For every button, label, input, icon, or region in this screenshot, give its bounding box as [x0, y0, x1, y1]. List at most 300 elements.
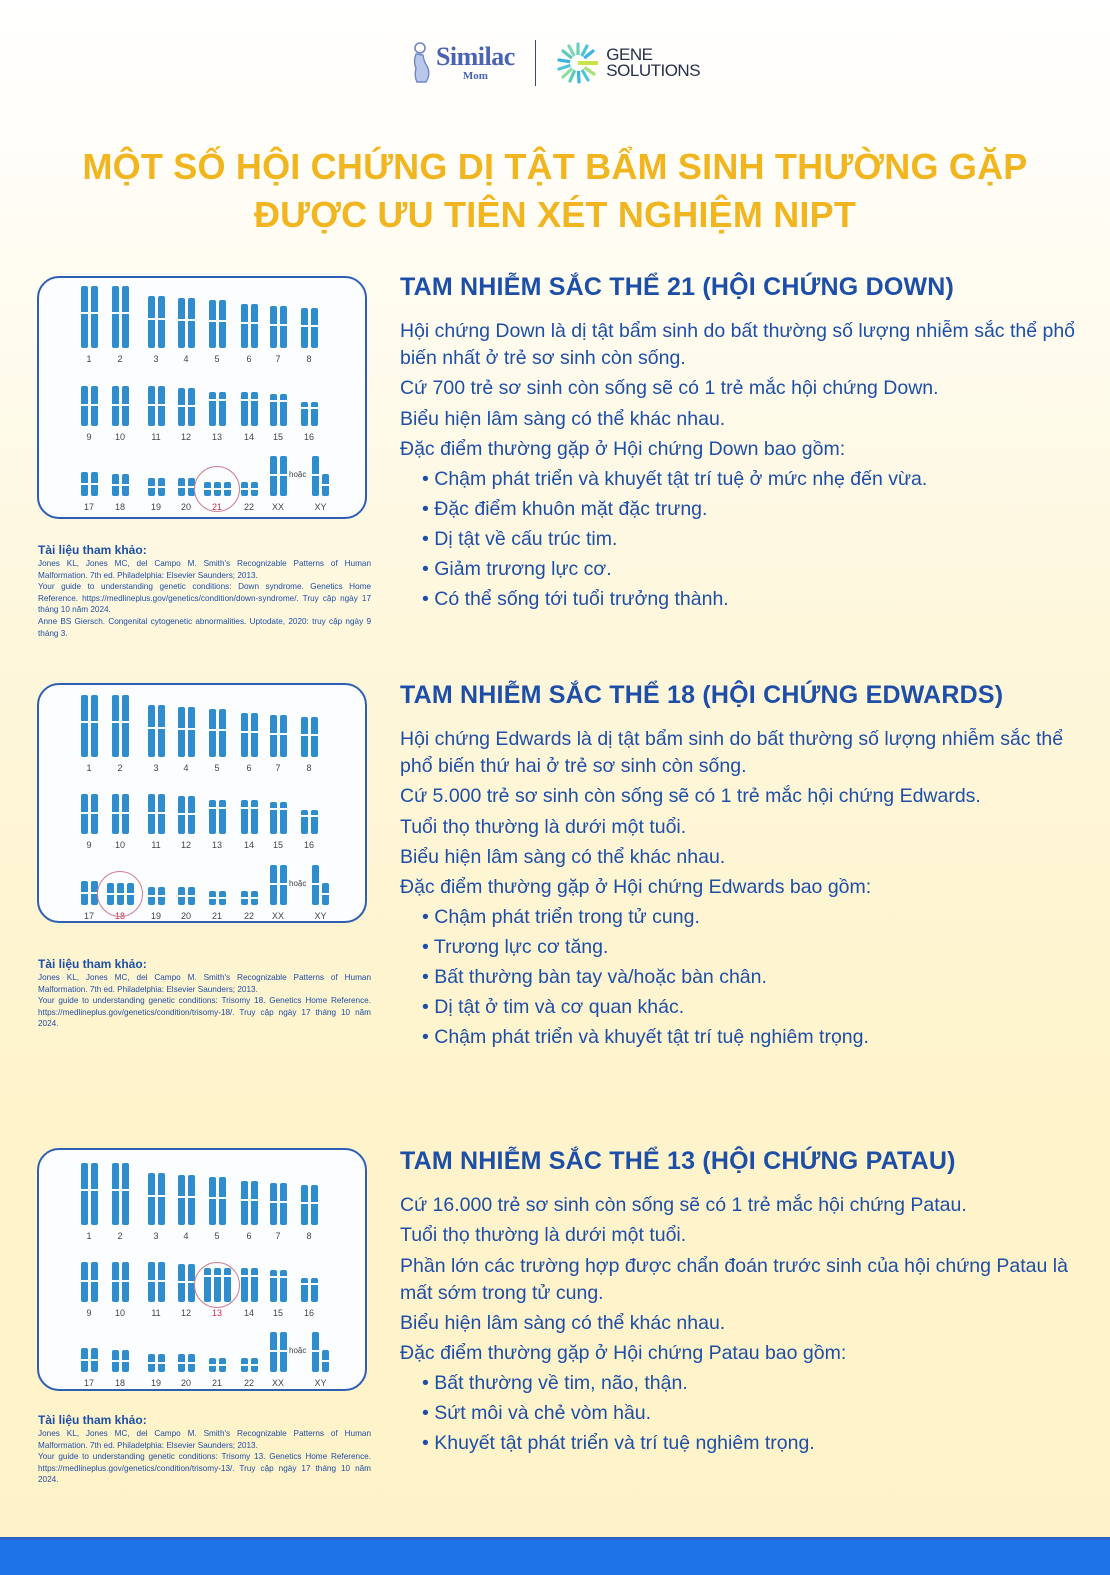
karyotype-diagram-trisomy-18 [37, 683, 367, 923]
highlight-circle [194, 1262, 240, 1308]
page-title-line1: MỘT SỐ HỘI CHỨNG DỊ TẬT BẨM SINH THƯỜNG GẶP [82, 146, 1028, 187]
chromosome-shape [251, 800, 258, 834]
section-paragraph: Biểu hiện lâm sàng có thể khác nhau. [400, 845, 726, 868]
chromosome-label: 6 [246, 763, 252, 773]
gene-solutions-burst-icon [556, 41, 600, 85]
chromosome-shape [81, 695, 88, 757]
chromosome-label: 18 [114, 1378, 125, 1388]
chromosome-4 [178, 1175, 195, 1241]
chromosome-3 [148, 296, 165, 364]
chromosome-shape [312, 865, 319, 905]
chromosome-22 [241, 1358, 258, 1388]
chromosome-shape [158, 705, 165, 757]
chromosome-shape [270, 715, 277, 757]
chromosome-shape [122, 286, 129, 348]
chromosome-17 [81, 472, 98, 512]
chromosome-13 [209, 800, 226, 850]
chromosome-shape [280, 1332, 287, 1372]
section-paragraph: Biểu hiện lâm sàng có thể khác nhau. [400, 1311, 726, 1334]
chromosome-label: 11 [151, 840, 161, 850]
chromosome-19 [148, 1354, 165, 1388]
chromosome-label: 2 [117, 354, 123, 364]
chromosome-label: 1 [86, 354, 92, 364]
chromosome-4 [178, 298, 195, 364]
chromosome-8 [301, 1185, 318, 1241]
feature-item: • Khuyết tật phát triển và trí tuệ nghiêm trọng. [422, 1430, 1090, 1457]
chromosome-label: 20 [180, 1378, 191, 1388]
chromosome-shape [209, 300, 216, 348]
chromosome-shape [81, 1262, 88, 1302]
section-title: TAM NHIỄM SẮC THỂ 18 (HỘI CHỨNG EDWARDS) [400, 681, 1004, 709]
chromosome-21 [209, 1358, 226, 1388]
chromosome-label: XY [314, 502, 327, 512]
chromosome-label: 19 [150, 502, 161, 512]
chromosome-shape [251, 1358, 258, 1372]
chromosome-label: 21 [211, 502, 222, 512]
feature-list [400, 904, 1090, 1051]
chromosome-shape [91, 794, 98, 834]
chromosome-shape [280, 456, 287, 496]
chromosome-XY [312, 456, 329, 512]
chromosome-shape [178, 1175, 185, 1225]
chromosome-shape [91, 286, 98, 348]
chromosome-14 [241, 1268, 258, 1318]
feature-item: • Bất thường về tim, não, thận. [422, 1370, 1090, 1397]
reference-item: Jones KL, Jones MC, del Campo M. Smith's Recognizable Patterns of Human Malformation. 7th ed. Philadelphia: Elsevier Saunders; 2013. [38, 1429, 371, 1450]
chromosome-shape [311, 1185, 318, 1225]
chromosome-shape [188, 388, 195, 426]
chromosome-shape [178, 478, 185, 496]
chromosome-16 [301, 1278, 318, 1318]
chromosome-label: 1 [86, 763, 92, 773]
chromosome-label: 20 [180, 502, 191, 512]
chromosome-shape [112, 1350, 119, 1372]
chromosome-16 [301, 402, 318, 442]
chromosome-label: XY [314, 911, 327, 921]
section-paragraph: Đặc điểm thường gặp ở Hội chứng Down bao gồm: [400, 437, 846, 460]
feature-item: • Dị tật về cấu trúc tim. [422, 526, 1090, 553]
chromosome-label: 3 [153, 354, 159, 364]
chromosome-shape [188, 887, 195, 905]
chromosome-shape [280, 306, 287, 348]
feature-list [400, 466, 1090, 613]
chromosome-shape [251, 482, 258, 496]
chromosome-shape [322, 883, 329, 905]
chromosome-shape [188, 1354, 195, 1372]
chromosome-label: XY [314, 1378, 327, 1388]
chromosome-XX [270, 1332, 287, 1388]
feature-item: • Đặc điểm khuôn mặt đặc trưng. [422, 496, 1090, 523]
chromosome-10 [112, 794, 129, 850]
chromosome-11 [148, 794, 165, 850]
chromosome-shape [209, 800, 216, 834]
chromosome-shape [91, 1163, 98, 1225]
similac-sub: Mom [462, 70, 488, 82]
chromosome-shape [122, 695, 129, 757]
chromosome-shape [219, 1177, 226, 1225]
section-paragraph: Đặc điểm thường gặp ở Hội chứng Patau bao gồm: [400, 1342, 847, 1365]
chromosome-label: 13 [211, 1308, 222, 1318]
feature-item: • Có thể sống tới tuổi trưởng thành. [422, 586, 1090, 613]
reference-item: Your guide to understanding genetic conditions: Trisomy 18. Genetics Home Reference. https://medlineplus.gov/genetics/condition/trisomy-18/. Truy cập ngày 17 tháng 10 năm 2024. [38, 996, 371, 1029]
chromosome-17 [81, 881, 98, 921]
references-down [38, 543, 371, 639]
chromosome-shape [280, 394, 287, 426]
section-paragraph: Tuổi thọ thường là dưới một tuổi. [400, 1224, 687, 1247]
chromosome-5 [209, 300, 226, 364]
chromosome-13 [209, 392, 226, 442]
chromosome-10 [112, 1262, 129, 1318]
or-label: hoặc [289, 470, 307, 479]
chromosome-shape [209, 1177, 216, 1225]
reference-item: Your guide to understanding genetic conditions: Trisomy 13. Genetics Home Reference. https://medlineplus.gov/genetics/condition/trisomy-13/. Truy cập ngày 17 tháng 10 năm 2024. [38, 1452, 371, 1485]
chromosome-label: 15 [272, 432, 283, 442]
chromosome-shape [311, 308, 318, 348]
chromosome-XX [270, 456, 287, 512]
chromosome-shape [148, 794, 155, 834]
chromosome-label: 4 [183, 354, 189, 364]
chromosome-1 [81, 695, 98, 773]
chromosome-shape [148, 887, 155, 905]
gene-solutions-logo [556, 41, 700, 85]
chromosome-shape [81, 881, 88, 905]
chromosome-shape [81, 1348, 88, 1372]
section-paragraph: Cứ 5.000 trẻ sơ sinh còn sống sẽ có 1 trẻ mắc hội chứng Edwards. [400, 785, 981, 808]
chromosome-label: 7 [275, 354, 281, 364]
chromosome-shape [219, 1358, 226, 1372]
chromosome-label: 12 [180, 432, 191, 442]
chromosome-5 [209, 1177, 226, 1241]
chromosome-label: 2 [117, 763, 123, 773]
chromosome-shape [251, 713, 258, 757]
chromosome-label: 14 [243, 840, 254, 850]
chromosome-shape [188, 796, 195, 834]
chromosome-label: XX [271, 1378, 284, 1388]
similac-mom-logo [410, 42, 515, 84]
reference-item: Jones KL, Jones MC, del Campo M. Smith's Recognizable Patterns of Human Malformation. 7th ed. Philadelphia: Elsevier Saunders; 2013. [38, 559, 371, 580]
chromosome-shape [148, 705, 155, 757]
chromosome-18 [112, 1350, 129, 1388]
chromosome-6 [241, 1181, 258, 1241]
chromosome-shape [81, 472, 88, 496]
reference-item: Jones KL, Jones MC, del Campo M. Smith's Recognizable Patterns of Human Malformation. 7th ed. Philadelphia: Elsevier Saunders; 2013. [38, 973, 371, 994]
chromosome-label: 5 [214, 1231, 220, 1241]
chromosome-shape [301, 402, 308, 426]
section-paragraph: Đặc điểm thường gặp ở Hội chứng Edwards bao gồm: [400, 876, 872, 899]
chromosome-shape [158, 296, 165, 348]
chromosome-7 [270, 1183, 287, 1241]
chromosome-shape [251, 304, 258, 348]
or-label: hoặc [289, 879, 307, 888]
chromosome-label: 9 [86, 840, 92, 850]
section-paragraph: Tuổi thọ thường là dưới một tuổi. [400, 815, 687, 838]
chromosome-label: 13 [211, 840, 222, 850]
chromosome-9 [81, 386, 98, 442]
chromosome-shape [241, 1181, 248, 1225]
gene-text-line1: GENE [606, 44, 653, 64]
feature-item: • Bất thường bàn tay và/hoặc bàn chân. [422, 964, 1090, 991]
karyotype-diagram-trisomy-13 [37, 1148, 367, 1391]
chromosome-shape [158, 794, 165, 834]
chromosome-shape [241, 1268, 248, 1302]
references-patau [38, 1413, 371, 1486]
chromosome-shape [270, 802, 277, 834]
chromosome-label: 11 [151, 432, 161, 442]
feature-list [400, 1370, 1090, 1457]
chromosome-shape [251, 1268, 258, 1302]
chromosome-shape [178, 796, 185, 834]
references-title: Tài liệu tham khảo: [38, 543, 147, 557]
chromosome-shape [270, 456, 277, 496]
page-title-line2: ĐƯỢC ƯU TIÊN XÉT NGHIỆM NIPT [253, 194, 857, 235]
chromosome-shape [312, 1332, 319, 1372]
chromosome-shape [158, 1354, 165, 1372]
chromosome-shape [251, 392, 258, 426]
chromosome-shape [209, 392, 216, 426]
chromosome-label: 8 [306, 763, 312, 773]
chromosome-shape [112, 1262, 119, 1302]
chromosome-shape [270, 394, 277, 426]
section-title: TAM NHIỄM SẮC THỂ 13 (HỘI CHỨNG PATAU) [400, 1147, 956, 1175]
chromosome-label: 19 [150, 1378, 161, 1388]
feature-item: • Giảm trương lực cơ. [422, 556, 1090, 583]
chromosome-label: 11 [151, 1308, 161, 1318]
section-down-syndrome [400, 272, 1090, 616]
chromosome-18 [112, 474, 129, 512]
chromosome-label: 16 [303, 432, 314, 442]
chromosome-shape [112, 794, 119, 834]
chromosome-label: 14 [243, 1308, 254, 1318]
chromosome-shape [219, 300, 226, 348]
chromosome-shape [280, 1183, 287, 1225]
section-title: TAM NHIỄM SẮC THỂ 21 (HỘI CHỨNG DOWN) [400, 273, 955, 301]
chromosome-label: 18 [114, 502, 125, 512]
chromosome-shape [81, 794, 88, 834]
chromosome-label: 19 [150, 911, 161, 921]
chromosome-shape [280, 802, 287, 834]
chromosome-14 [241, 392, 258, 442]
chromosome-label: 6 [246, 1231, 252, 1241]
chromosome-1 [81, 1163, 98, 1241]
chromosome-3 [148, 705, 165, 773]
chromosome-shape [148, 1173, 155, 1225]
chromosome-label: 17 [83, 911, 94, 921]
chromosome-shape [122, 1262, 129, 1302]
chromosome-2 [112, 695, 129, 773]
chromosome-label: XX [271, 911, 284, 921]
feature-item: • Dị tật ở tim và cơ quan khác. [422, 994, 1090, 1021]
chromosome-label: 10 [114, 840, 125, 850]
chromosome-label: 18 [114, 911, 125, 921]
chromosome-shape [241, 392, 248, 426]
chromosome-20 [178, 887, 195, 921]
chromosome-3 [148, 1173, 165, 1241]
chromosome-label: 16 [303, 1308, 314, 1318]
chromosome-shape [301, 717, 308, 757]
chromosome-shape [91, 472, 98, 496]
chromosome-shape [91, 695, 98, 757]
chromosome-label: 20 [180, 911, 191, 921]
chromosome-shape [280, 865, 287, 905]
footer-bar [0, 1537, 1110, 1575]
chromosome-label: 22 [243, 1378, 254, 1388]
chromosome-shape [241, 713, 248, 757]
chromosome-shape [270, 1183, 277, 1225]
chromosome-9 [81, 794, 98, 850]
chromosome-11 [148, 1262, 165, 1318]
chromosome-shape [158, 1173, 165, 1225]
chromosome-shape [311, 810, 318, 834]
chromosome-15 [270, 802, 287, 850]
chromosome-shape [241, 1358, 248, 1372]
chromosome-15 [270, 394, 287, 442]
chromosome-shape [219, 800, 226, 834]
chromosome-shape [188, 707, 195, 757]
feature-item: • Chậm phát triển và khuyết tật trí tuệ nghiêm trọng. [422, 1024, 1090, 1051]
chromosome-label: 7 [275, 763, 281, 773]
chromosome-14 [241, 800, 258, 850]
chromosome-label: 3 [153, 763, 159, 773]
reference-item: Your guide to understanding genetic conditions: Down syndrome. Genetics Home Reference. https://medlineplus.gov/genetics/condition/down-syndrome/. Truy cập ngày 17 tháng 10 năm 2024. [38, 582, 371, 615]
chromosome-shape [209, 891, 216, 905]
chromosome-shape [81, 1163, 88, 1225]
chromosome-12 [178, 796, 195, 850]
chromosome-20 [178, 1354, 195, 1388]
section-paragraph: Cứ 16.000 trẻ sơ sinh còn sống sẽ có 1 trẻ mắc hội chứng Patau. [400, 1194, 967, 1216]
chromosome-label: XX [271, 502, 284, 512]
chromosome-shape [148, 1262, 155, 1302]
chromosome-shape [112, 474, 119, 496]
chromosome-shape [270, 865, 277, 905]
chromosome-19 [148, 887, 165, 921]
chromosome-15 [270, 1270, 287, 1318]
chromosome-label: 22 [243, 911, 254, 921]
chromosome-shape [122, 794, 129, 834]
chromosome-label: 14 [243, 432, 254, 442]
chromosome-shape [112, 1163, 119, 1225]
chromosome-9 [81, 1262, 98, 1318]
chromosome-shape [219, 891, 226, 905]
chromosome-10 [112, 386, 129, 442]
chromosome-shape [122, 474, 129, 496]
section-patau-syndrome [400, 1146, 1090, 1460]
similac-name: Similac [435, 42, 515, 71]
chromosome-7 [270, 306, 287, 364]
chromosome-label: 6 [246, 354, 252, 364]
chromosome-label: 16 [303, 840, 314, 850]
chromosome-XY [312, 865, 329, 921]
chromosome-label: 9 [86, 432, 92, 442]
header-logos [0, 40, 1110, 86]
chromosome-shape [251, 1181, 258, 1225]
chromosome-label: 10 [114, 432, 125, 442]
chromosome-label: 13 [211, 432, 222, 442]
chromosome-11 [148, 386, 165, 442]
chromosome-shape [158, 478, 165, 496]
chromosome-shape [122, 1350, 129, 1372]
chromosome-label: 5 [214, 763, 220, 773]
chromosome-shape [81, 386, 88, 426]
chromosome-shape [158, 887, 165, 905]
chromosome-shape [322, 1350, 329, 1372]
references-edwards [38, 957, 371, 1030]
chromosome-label: 5 [214, 354, 220, 364]
chromosome-label: 9 [86, 1308, 92, 1318]
chromosome-label: 1 [86, 1231, 92, 1241]
chromosome-shape [312, 456, 319, 496]
chromosome-8 [301, 308, 318, 364]
section-paragraph: Hội chứng Down là dị tật bẩm sinh do bất thường số lượng nhiễm sắc thể phổ biến nhất ở trẻ sơ sinh còn sống. [400, 320, 1076, 369]
section-paragraph: Hội chứng Edwards là dị tật bẩm sinh do bất thường số lượng nhiễm sắc thể phổ biến thứ hai ở trẻ sơ sinh còn sống. [400, 728, 1064, 777]
chromosome-2 [112, 1163, 129, 1241]
chromosome-shape [270, 1270, 277, 1302]
chromosome-shape [122, 1163, 129, 1225]
chromosome-label: 10 [114, 1308, 125, 1318]
chromosome-label: 8 [306, 1231, 312, 1241]
feature-item: • Trương lực cơ tăng. [422, 934, 1090, 961]
chromosome-shape [311, 717, 318, 757]
references-title: Tài liệu tham khảo: [38, 1413, 147, 1427]
chromosome-shape [219, 709, 226, 757]
chromosome-shape [178, 887, 185, 905]
chromosome-12 [178, 1264, 195, 1318]
chromosome-label: 3 [153, 1231, 159, 1241]
chromosome-shape [219, 392, 226, 426]
chromosome-shape [241, 891, 248, 905]
highlight-circle [97, 871, 143, 917]
chromosome-label: 7 [275, 1231, 281, 1241]
feature-item: • Sứt môi và chẻ vòm hầu. [422, 1400, 1090, 1427]
chromosome-shape [148, 478, 155, 496]
chromosome-label: 4 [183, 763, 189, 773]
section-edwards-syndrome [400, 680, 1090, 1054]
chromosome-label: 21 [211, 911, 222, 921]
chromosome-shape [311, 1278, 318, 1302]
chromosome-shape [241, 304, 248, 348]
chromosome-XY [312, 1332, 329, 1388]
chromosome-shape [280, 715, 287, 757]
feature-item: • Chậm phát triển và khuyết tật trí tuệ ở mức nhẹ đến vừa. [422, 466, 1090, 493]
chromosome-shape [178, 707, 185, 757]
chromosome-label: 12 [180, 1308, 191, 1318]
pregnant-woman-icon [410, 42, 432, 84]
chromosome-6 [241, 304, 258, 364]
gene-text-line2: SOLUTIONS [606, 61, 701, 80]
chromosome-XX [270, 865, 287, 921]
chromosome-5 [209, 709, 226, 773]
chromosome-shape [91, 1348, 98, 1372]
chromosome-shape [270, 1332, 277, 1372]
chromosome-shape [311, 402, 318, 426]
chromosome-label: 15 [272, 1308, 283, 1318]
chromosome-shape [158, 386, 165, 426]
chromosome-shape [301, 1185, 308, 1225]
chromosome-21 [209, 891, 226, 921]
chromosome-shape [241, 482, 248, 496]
chromosome-shape [270, 306, 277, 348]
section-paragraph: Phần lớn các trường hợp được chẩn đoán trước sinh của hội chứng Patau là mất sớm trong tử cung. [400, 1254, 1068, 1304]
chromosome-17 [81, 1348, 98, 1388]
chromosome-20 [178, 478, 195, 512]
chromosome-label: 15 [272, 840, 283, 850]
chromosome-shape [178, 1354, 185, 1372]
chromosome-2 [112, 286, 129, 364]
chromosome-shape [209, 709, 216, 757]
chromosome-shape [301, 810, 308, 834]
chromosome-shape [251, 891, 258, 905]
chromosome-shape [178, 388, 185, 426]
references-title: Tài liệu tham khảo: [38, 957, 147, 971]
